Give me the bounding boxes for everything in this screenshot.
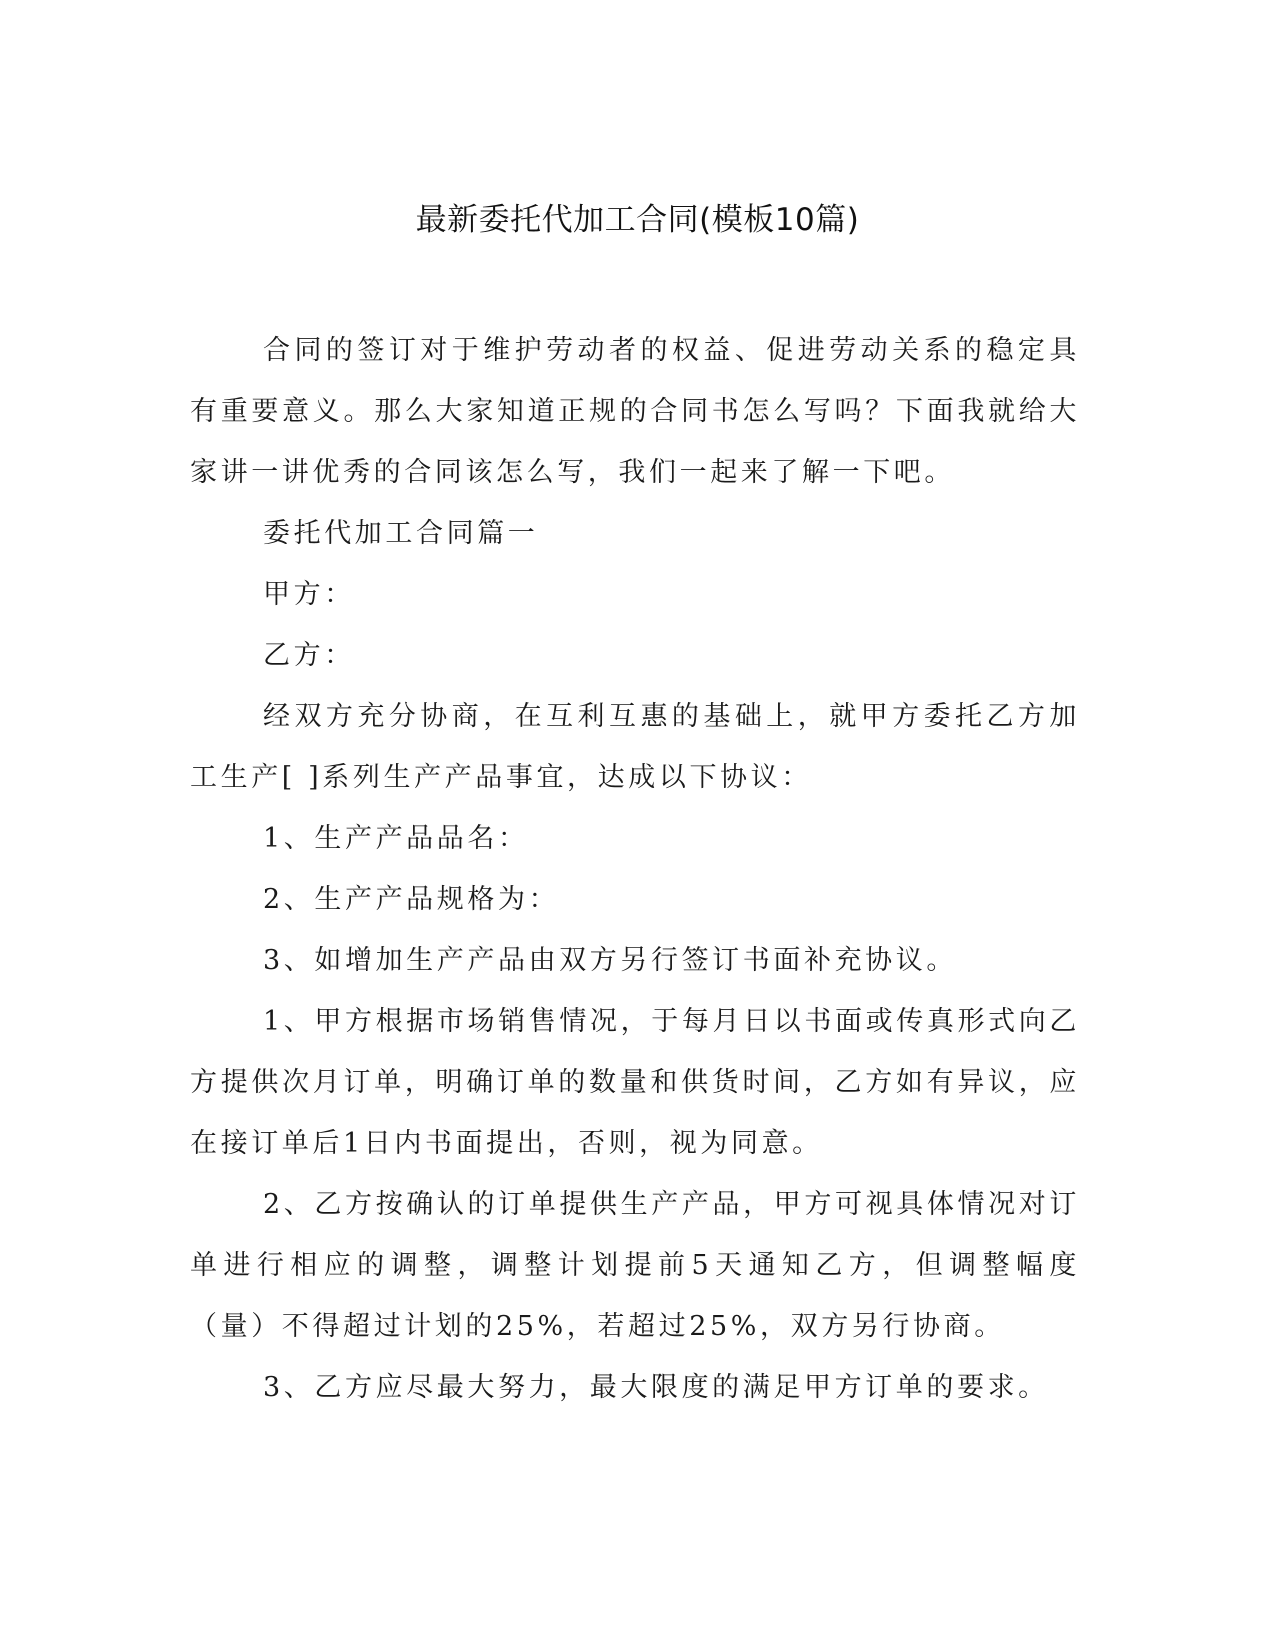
clause-supplement: 3、如增加生产产品由双方另行签订书面补充协议。 xyxy=(263,945,957,976)
paragraph-intro: 合同的签订对于维护劳动者的权益、促进劳动关系的稳定具有重要意义。那么大家知道正规的合同书怎么写吗？下面我就给大家讲一讲优秀的合同该怎么写，我们一起来了解一下吧。 xyxy=(190,335,1080,488)
section-heading: 委托代加工合同篇一 xyxy=(263,518,539,549)
document-body xyxy=(190,320,1080,1418)
document-title: 最新委托代加工合同(模板10篇) xyxy=(415,202,860,238)
clause-product-name: 1、生产产品品名： xyxy=(263,823,529,854)
clause-fulfillment: 3、乙方应尽最大努力，最大限度的满足甲方订单的要求。 xyxy=(263,1372,1049,1403)
party-a-line: 甲方： xyxy=(263,579,355,610)
clause-adjustment: 2、乙方按确认的订单提供生产产品，甲方可视具体情况对订单进行相应的调整，调整计划提前5天通知乙方，但调整幅度（量）不得超过计划的25%，若超过25%，双方另行协商。 xyxy=(190,1189,1080,1342)
party-b-line: 乙方： xyxy=(263,640,355,671)
paragraph-agreement: 经双方充分协商，在互利互惠的基础上，就甲方委托乙方加工生产[ ]系列生产产品事宜，达成以下协议： xyxy=(190,701,1080,793)
clause-product-spec: 2、生产产品规格为： xyxy=(263,884,560,915)
clause-order: 1、甲方根据市场销售情况，于每月日以书面或传真形式向乙方提供次月订单，明确订单的数量和供货时间，乙方如有异议，应在接订单后1日内书面提出，否则，视为同意。 xyxy=(190,1006,1080,1159)
